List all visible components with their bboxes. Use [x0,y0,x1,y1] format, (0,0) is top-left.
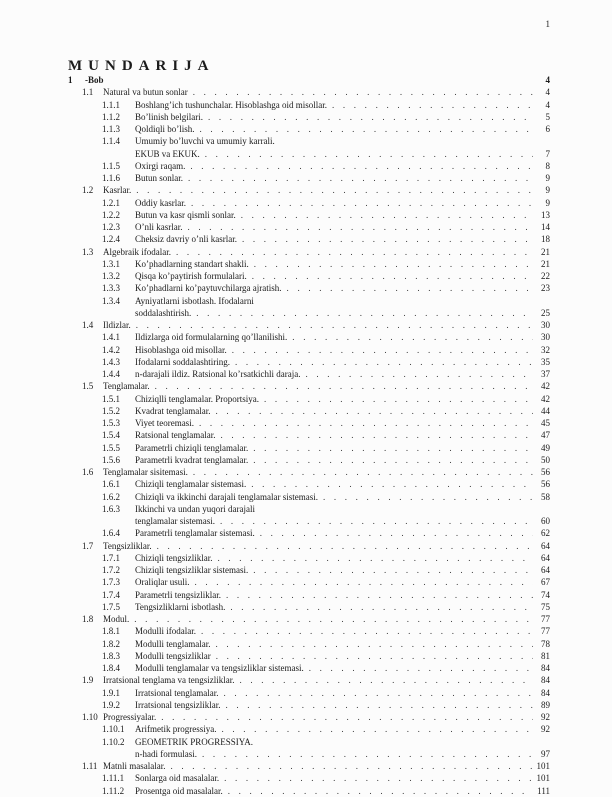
dot-leader [193,466,533,478]
toc-entry-page: 22 [541,271,550,281]
toc-entry-number: 1.5.2 [102,405,120,416]
toc-entry-number: 1.5.4 [102,430,120,441]
dot-leader [260,527,533,539]
dot-leader [235,356,533,368]
toc-entry-number: 1.6 [82,467,94,477]
toc-entry-number: 1.5 [82,381,94,392]
toc-entry-title: EKUB va EKUK. [135,148,200,159]
toc-entry-1.10.2-continuation[interactable] [102,748,550,760]
toc-entry-page: 84 [541,687,550,698]
toc-entry-title: -Bob [85,75,104,85]
toc-entry-1.10[interactable] [82,711,550,723]
toc-entry-title: Hisoblashga oid misollar. [135,344,227,355]
dot-leader [201,625,533,637]
dot-leader [202,748,533,760]
toc-entry-number: 1.9.2 [102,699,120,710]
dot-leader [215,405,533,417]
toc-entry-page: 18 [541,234,550,245]
toc-entry-page: 6 [545,124,550,134]
dot-leader [254,258,533,270]
toc-entry-title: Tengsizliklarni isbotlash. [135,601,226,612]
toc-entry-1[interactable] [68,74,550,86]
toc-entry-number: 1.11.1 [102,773,125,784]
toc-entry-page: 21 [541,258,550,269]
dot-leader [253,454,533,466]
toc-entry-1.11.1[interactable] [102,772,550,784]
toc-entry-1.8.2[interactable] [102,638,550,650]
dot-leader [191,197,533,209]
dot-leader [216,638,534,650]
dot-leader [190,160,533,172]
toc-entry-title: Bo’linish belgilari. [135,111,203,122]
toc-entry-page: 77 [541,614,550,624]
toc-entry-title: Chiziqlli tenglamalar. Proportsiya. [135,393,259,404]
toc-entry-1.8.1[interactable] [102,625,550,637]
dot-leader [188,221,534,233]
toc-entry-1.4.4[interactable] [102,368,550,380]
dot-leader [264,393,533,405]
toc-entry-page: 42 [541,381,550,392]
toc-entry-title: Kasrlar. [103,185,132,196]
dot-leader [221,723,533,735]
toc-entry-1.8.4[interactable] [102,662,550,674]
toc-entry-1.4.1[interactable] [102,331,550,343]
toc-entry-1.2[interactable] [82,184,550,196]
toc-entry-title: Umumiy bo’luvchi va umumiy karrali. [135,136,275,147]
toc-entry-number: 1.4.3 [102,356,120,367]
dot-leader [200,123,533,135]
toc-entry-page: 21 [541,246,550,257]
toc-entry-page: 30 [541,332,550,343]
toc-entry-page: 56 [541,467,550,477]
toc-entry-1.4[interactable] [82,319,550,331]
dot-leader [224,772,533,784]
toc-entry-number: 1.4.1 [102,332,120,343]
toc-entry-page: 111 [537,785,550,796]
toc-entry-page: 78 [541,638,550,649]
toc-entry-1.5.4[interactable] [102,429,550,441]
toc-entry-title: Arifmetik progressiya. [135,724,217,735]
toc-entry-number: 1.5.3 [102,418,120,428]
toc-entry-page: 74 [541,589,550,600]
toc-entry-title: Butun va kasr qismli sonlar. [135,209,236,220]
toc-entry-1.3[interactable] [82,246,550,258]
toc-entry-number: 1.7.5 [102,601,120,612]
toc-entry-page: 4 [545,75,550,85]
toc-entry-number: 1.1.5 [102,160,120,171]
toc-entry-title: Ratsional tenglamalar. [135,430,216,441]
toc-entry-title: Parametrli chiziqli tenglamalar. [135,442,249,453]
toc-entry-page: 84 [541,663,550,673]
toc-entry-title: Oxirgi raqam. [135,160,186,171]
toc-entry-1.1.1[interactable] [102,99,550,111]
dot-leader [305,368,533,380]
toc-entry-1.9[interactable] [82,674,550,686]
toc-entry-1.7[interactable] [82,540,550,552]
toc-entry-title: Qoldiqli bo’lish. [135,124,195,134]
toc-entry-title: Chiziqli tengsizliklar. [135,552,213,563]
dot-leader [136,319,533,331]
toc-entry-page: 42 [541,393,550,404]
toc-entry-title: soddalashtirish. [135,307,192,318]
dot-leader [253,442,533,454]
toc-entry-number: 1.1 [82,87,94,98]
toc-entry-1.7.4[interactable] [102,589,550,601]
toc-entry-page: 14 [541,222,550,232]
toc-entry-1.5.1[interactable] [102,393,550,405]
toc-entry-page: 64 [541,565,550,575]
toc-entry-title: Algebraik ifodalar. [103,246,171,257]
toc-entry-number: 1 [68,75,73,85]
toc-entry-page: 5 [545,111,550,122]
toc-entry-page: 97 [541,748,550,759]
toc-entry-1.1.2[interactable] [102,111,550,123]
toc-entry-page: 101 [536,773,550,784]
toc-entry-number: 1.3.4 [102,295,120,306]
toc-entry-number: 1.10 [82,712,98,722]
dot-leader [292,331,533,343]
toc-entry-title: Irratsional tenglama va tengsizliklar. [103,675,235,686]
toc-entry-1.6.1[interactable] [102,478,550,490]
dot-leader [199,417,533,429]
toc-entry-page: 25 [541,307,550,318]
toc-entry-title: Irratsional tenglamalar. [135,687,219,698]
dot-leader [136,184,533,196]
toc-entry-title: n-hadi formulasi. [135,748,197,759]
toc-entry-title: Qisqa ko’paytirish formulalari. [135,271,247,281]
toc-entry-page: 58 [541,491,550,502]
toc-entry-title: Butun sonlar. [135,173,184,183]
toc-entry-number: 1.9 [82,675,94,686]
toc-entry-1.7.2[interactable] [102,564,550,576]
toc-entry-title: Irratsional tengsizliklar. [135,699,221,710]
dot-leader [205,148,533,160]
toc-entry-title: Viyet teoremasi. [135,418,194,428]
toc-entry-page: 56 [541,479,550,490]
toc-entry-title: Cheksiz davriy o’nli kasrlar. [135,234,237,245]
dot-leader [216,650,533,662]
toc-entry-page: 44 [541,405,550,416]
toc-entry-number: 1.10.2 [102,736,125,747]
toc-entry-title: Tengsizliklar. [103,540,152,551]
toc-entry-page: 35 [541,356,550,367]
toc-entry-number: 1.3.2 [102,271,120,281]
dot-leader [161,711,533,723]
page-number: 1 [545,19,550,29]
toc-entry-title: Chiziqli va ikkinchi darajali tenglamalar sistemasi. [135,491,318,502]
toc-entry-number: 1.7 [82,540,94,551]
toc-entry-1.1.5[interactable] [102,160,550,172]
toc-entry-title: Parametrli kvadrat tenglamalar. [135,454,249,465]
dot-leader [251,478,533,490]
toc-entry-number: 1.1.6 [102,173,120,183]
toc-entry-number: 1.7.1 [102,552,120,563]
toc-entry-page: 7 [545,148,550,159]
toc-entry-1.8[interactable] [82,613,550,625]
toc-entry-1.7.1[interactable] [102,552,550,564]
toc-entry-1.10.2[interactable] [102,736,550,748]
toc-entry-1.5.6[interactable] [102,454,550,466]
toc-entry-1.7.5[interactable] [102,601,550,613]
dot-leader [155,380,533,392]
dot-leader [239,674,533,686]
toc-entry-number: 1.10.1 [102,724,125,735]
toc-entry-1.2.4[interactable] [102,233,550,245]
toc-entry-1.5.5[interactable] [102,442,550,454]
toc-entry-1.2.3[interactable] [102,221,550,233]
dot-leader [232,344,533,356]
dot-leader [220,429,533,441]
toc-entry-title: Oraliqlar usuli. [135,577,190,588]
dot-leader [323,491,533,503]
toc-list [68,74,550,797]
toc-entry-number: 1.6.3 [102,503,120,514]
toc-entry-1.2.2[interactable] [102,209,550,221]
dot-leader [157,540,533,552]
dot-leader [176,246,533,258]
toc-entry-number: 1.6.1 [102,479,120,490]
toc-entry-title: Modulli tengsizliklar [135,650,211,661]
toc-entry-page: 60 [541,516,550,526]
dot-leader [193,86,533,98]
toc-entry-number: 1.3.1 [102,258,120,269]
toc-entry-title: Modulli tenglamalar va tengsizliklar sistemasi. [135,663,304,673]
toc-entry-page: 50 [541,454,550,465]
toc-entry-number: 1.2.1 [102,197,120,208]
toc-entry-title: Progressiyalar. [103,712,157,722]
toc-entry-title: Modul. [103,614,130,624]
dot-leader [252,270,533,282]
toc-entry-page: 64 [541,552,550,563]
toc-entry-page: 75 [541,601,550,612]
toc-entry-number: 1.2 [82,185,94,196]
toc-entry-1.6.2[interactable] [102,491,550,503]
toc-entry-1.8.3[interactable] [102,650,550,662]
toc-entry-title: Tenglamalar sisitemasi. [103,467,188,477]
toc-entry-page: 81 [541,650,550,661]
toc-entry-1.3.3[interactable] [102,282,550,294]
toc-entry-number: 1.7.3 [102,577,120,588]
toc-entry-page: 64 [541,540,550,551]
toc-entry-page: 37 [541,369,550,379]
toc-entry-number: 1.4 [82,320,94,330]
toc-entry-page: 9 [545,185,550,196]
toc-entry-1.6.4[interactable] [102,527,550,539]
toc-entry-number: 1.4.4 [102,369,120,379]
toc-entry-1.9.1[interactable] [102,687,550,699]
toc-entry-number: 1.6.4 [102,528,120,539]
toc-entry-title: tenglamalar sistemasi. [135,516,215,526]
toc-entry-page: 67 [541,577,550,588]
toc-entry-number: 1.5.6 [102,454,120,465]
toc-entry-number: 1.1.1 [102,99,120,110]
toc-entry-number: 1.9.1 [102,687,120,698]
dot-leader [218,552,534,564]
dot-leader [134,613,533,625]
toc-entry-page: 92 [541,724,550,735]
toc-entry-1.1.3[interactable] [102,123,550,135]
toc-entry-number: 1.11 [82,761,98,771]
toc-entry-title: O’nli kasrlar. [135,222,183,232]
toc-entry-title: Chiziqli tenglamalar sistemasi. [135,479,247,490]
toc-entry-page: 89 [541,699,550,710]
toc-entry-number: 1.2.3 [102,222,120,232]
toc-entry-page: 13 [541,209,550,220]
toc-entry-1.5.2[interactable] [102,405,550,417]
toc-entry-page: 9 [545,197,550,208]
toc-entry-1.4.3[interactable] [102,356,550,368]
toc-entry-page: 45 [541,418,550,428]
toc-entry-1.1.4-continuation[interactable] [102,148,550,160]
dot-leader [188,172,533,184]
toc-entry-number: 1.8.4 [102,663,120,673]
toc-entry-title: n-darajali ildiz. Ratsional ko’rsatkichli daraja. [135,369,301,379]
toc-entry-title: Oddiy kasrlar. [135,197,186,208]
toc-entry-number: 1.2.2 [102,209,120,220]
toc-entry-title: Ko’phadlarning standart shakli. [135,258,249,269]
toc-entry-number: 1.4.2 [102,344,120,355]
toc-entry-title: Ikkinchi va undan yuqori darajali [135,503,255,514]
dot-leader [195,576,534,588]
toc-entry-1.9.2[interactable] [102,699,550,711]
toc-entry-1.2.1[interactable] [102,197,550,209]
toc-entry-title: Parametrli tengsizliklar. [135,589,221,600]
toc-entry-title: Natural va butun sonlar [103,87,188,98]
toc-entry-1.11[interactable] [82,760,550,772]
dot-leader [253,564,533,576]
toc-entry-number: 1.1.3 [102,124,120,134]
dot-leader [241,209,533,221]
toc-entry-1.3.4[interactable] [102,295,550,307]
toc-entry-number: 1.8 [82,614,94,624]
toc-entry-1.3.2[interactable] [102,270,550,282]
dot-leader [230,601,533,613]
dot-leader [208,111,533,123]
toc-entry-1.7.3[interactable] [102,576,550,588]
toc-entry-1.5.3[interactable] [102,417,550,429]
dot-leader [196,307,533,319]
toc-entry-number: 1.2.4 [102,234,120,245]
toc-entry-number: 1.5.1 [102,393,120,404]
toc-entry-page: 49 [541,442,550,453]
toc-entry-number: 1.6.2 [102,491,120,502]
toc-entry-page: 84 [541,675,550,686]
toc-entry-1.11.2[interactable] [102,785,550,797]
toc-entry-page: 4 [545,99,550,110]
toc-entry-title: Prosentga oid masalalar. [135,785,223,796]
toc-entry-page: 9 [545,173,550,183]
toc-entry-1.6[interactable] [82,466,550,478]
toc-entry-page: 101 [536,761,550,771]
toc-entry-page: 32 [541,344,550,355]
dot-leader [287,282,533,294]
toc-entry-title: Matnli masalalar. [103,761,166,771]
toc-entry-page: 92 [541,712,550,722]
toc-entry-title: Kvadrat tenglamalar. [135,405,211,416]
toc-entry-1.5[interactable] [82,380,550,392]
toc-entry-page: 77 [541,626,550,637]
toc-title: MUNDARIJA [68,58,215,75]
toc-entry-title: GEOMETRIK PROGRESSIYA. [135,736,254,747]
dot-leader [228,785,533,797]
toc-entry-1.1.6[interactable] [102,172,550,184]
toc-entry-1.1.4[interactable] [102,135,550,147]
dot-leader [226,589,533,601]
toc-entry-page: 47 [541,430,550,441]
toc-entry-number: 1.8.3 [102,650,120,661]
toc-entry-page: 30 [541,320,550,330]
toc-entry-title: Ifodalarni soddalashtiring. [135,356,230,367]
toc-entry-title: Boshlang’ich tushunchalar. Hisoblashga oid misollar. [135,99,327,110]
toc-entry-number: 1.7.4 [102,589,120,600]
toc-entry-number: 1.3 [82,246,94,257]
toc-entry-number: 1.1.2 [102,111,120,122]
toc-entry-title: Modulli tenglamalar. [135,638,211,649]
toc-entry-1.6.3[interactable] [102,503,550,515]
dot-leader [220,515,533,527]
toc-entry-1.3.4-continuation[interactable] [102,307,550,319]
toc-entry-page: 23 [541,283,550,294]
toc-entry-number: 1.8.1 [102,626,120,637]
toc-entry-title: Chiziqli tengsizliklar sistemasi. [135,565,249,575]
toc-entry-1.10.1[interactable] [102,723,550,735]
toc-entry-1.4.2[interactable] [102,344,550,356]
dot-leader [223,687,533,699]
dot-leader [170,760,533,772]
toc-entry-number: 1.1.4 [102,136,120,147]
toc-entry-title: Modulli ifodalar. [135,626,196,637]
toc-entry-1.1[interactable] [82,86,550,98]
toc-entry-number: 1.5.5 [102,442,120,453]
toc-entry-title: Sonlarga oid masalalar. [135,773,220,784]
dot-leader [332,99,533,111]
toc-entry-page: 4 [545,87,550,98]
dot-leader [225,699,533,711]
dot-leader [242,233,533,245]
toc-entry-1.3.1[interactable] [102,258,550,270]
toc-entry-title: Ayniyatlarni isbotlash. Ifodalarni [135,295,254,306]
toc-entry-number: 1.3.3 [102,283,120,294]
dot-leader [309,662,533,674]
toc-entry-title: Ko’phadlarni ko’paytuvchilarga ajratish. [135,283,282,294]
toc-entry-title: Ildizlarga oid formulalarning qo’llanilishi. [135,332,288,343]
toc-entry-number: 1.11.2 [102,785,125,796]
toc-entry-title: Ildizlar. [103,320,131,330]
toc-entry-page: 8 [545,160,550,171]
toc-entry-number: 1.7.2 [102,565,120,575]
toc-entry-title: Tenglamalar. [103,381,150,392]
toc-entry-page: 62 [541,528,550,539]
toc-entry-title: Parametrli tenglamalar sistemasi. [135,528,255,539]
toc-entry-1.6.3-continuation[interactable] [102,515,550,527]
toc-entry-number: 1.8.2 [102,638,120,649]
